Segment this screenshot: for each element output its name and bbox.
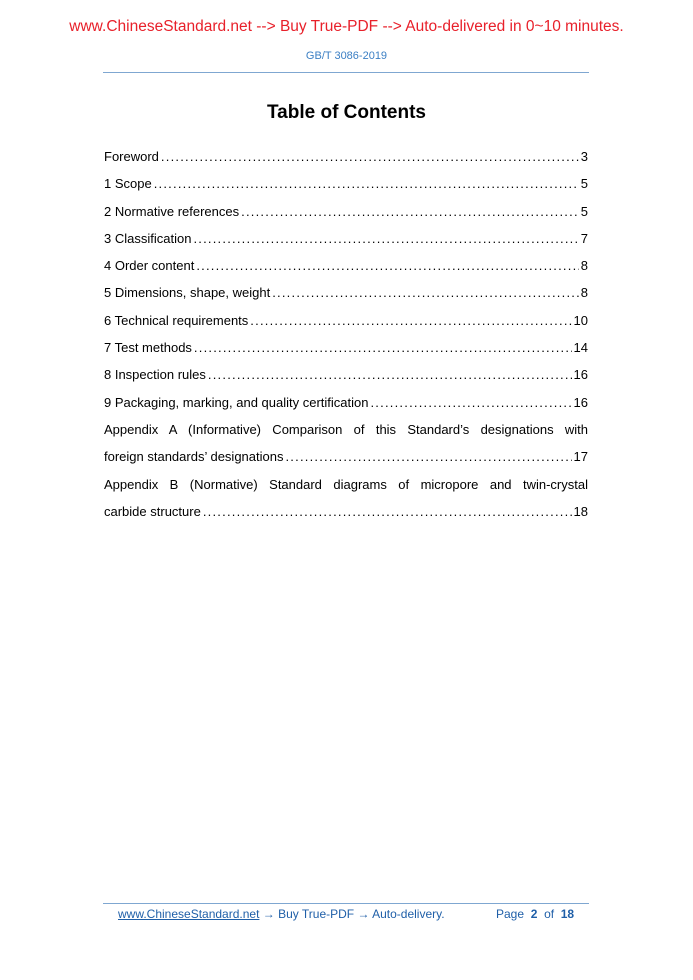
footer-site-link[interactable]: www.ChineseStandard.net [118,907,260,921]
footer [118,907,588,921]
dot-leader [370,389,571,416]
toc-entry-label: Foreword [104,149,159,164]
dot-leader [241,198,579,225]
page-of-label: of [544,907,555,921]
toc-entry-page: 18 [573,503,588,519]
toc-entry-label: 4 Order content [104,258,195,274]
toc-entry-label: 7 Test methods [104,340,192,356]
toc-entry-label: 2 Normative references [104,203,240,219]
toc-entry-page: 8 [580,258,588,274]
toc-entry-label: 5 Dimensions, shape, weight [104,285,271,301]
dot-leader [208,361,572,388]
top-banner[interactable]: www.ChineseStandard.net --> Buy True-PDF --> Auto-delivered in 0~10 minutes. [69,18,624,35]
toc-entry-scope[interactable] [104,170,588,197]
toc-entry-appendix-a[interactable] [104,416,588,471]
header-divider [103,72,589,73]
toc-entry-label: 3 Classification [104,230,192,246]
toc-entry-packaging[interactable] [104,389,588,416]
toc-entry-label: 6 Technical requirements [104,312,249,328]
dot-leader [272,279,579,306]
dot-leader [154,170,579,197]
toc-entry-page: 5 [580,203,588,219]
toc-entry-page: 16 [573,367,588,383]
toc-entry-page: 16 [573,394,588,410]
toc-entry-appendix-b[interactable] [104,471,588,526]
document-code: GB/T 3086-2019 [305,50,388,62]
toc-entry-label: 1 Scope [104,176,152,192]
toc-entry-order-content[interactable] [104,252,588,279]
toc-entry-technical-requirements[interactable] [104,307,588,334]
toc-entry-page: 3 [580,149,588,164]
toc-entry-classification[interactable] [104,225,588,252]
page-current: 2 [530,907,538,921]
dot-leader [203,498,572,525]
page-total: 18 [560,907,575,921]
toc-entry-label-line1: Appendix A (Informative) Comparison of this Standard’s designations with [104,421,588,437]
toc-entry-label: 9 Packaging, marking, and quality certification [104,394,369,410]
toc-entry-label: 8 Inspection rules [104,367,206,383]
toc-entry-foreword[interactable] [104,143,588,170]
page-indicator [496,907,574,921]
dot-leader [196,252,578,279]
toc-entry-test-methods[interactable] [104,334,588,361]
footer-tagline: → Buy True-PDF → Auto-delivery. [259,907,445,921]
dot-leader [193,225,578,252]
dot-leader [194,334,572,361]
toc-entry-dimensions[interactable] [104,279,588,306]
footer-divider [103,903,589,904]
dot-leader [285,443,571,470]
toc-title: Table of Contents [266,102,427,123]
dot-leader [250,307,571,334]
page-label: Page [496,907,525,921]
toc-entry-page: 14 [573,340,588,356]
toc-entry-page: 8 [580,285,588,301]
toc-entry-page: 10 [573,312,588,328]
table-of-contents [104,143,588,525]
toc-entry-inspection-rules[interactable] [104,361,588,388]
toc-entry-label-line1: Appendix B (Normative) Standard diagrams of micropore and twin-crystal [104,476,588,492]
toc-entry-normative-references[interactable] [104,198,588,225]
dot-leader [161,143,579,170]
toc-entry-label: carbide structure [104,503,201,519]
toc-entry-page: 17 [573,449,588,465]
toc-entry-label: foreign standards’ designations [104,449,284,465]
toc-entry-page: 7 [580,230,588,246]
toc-entry-page: 5 [580,176,588,192]
